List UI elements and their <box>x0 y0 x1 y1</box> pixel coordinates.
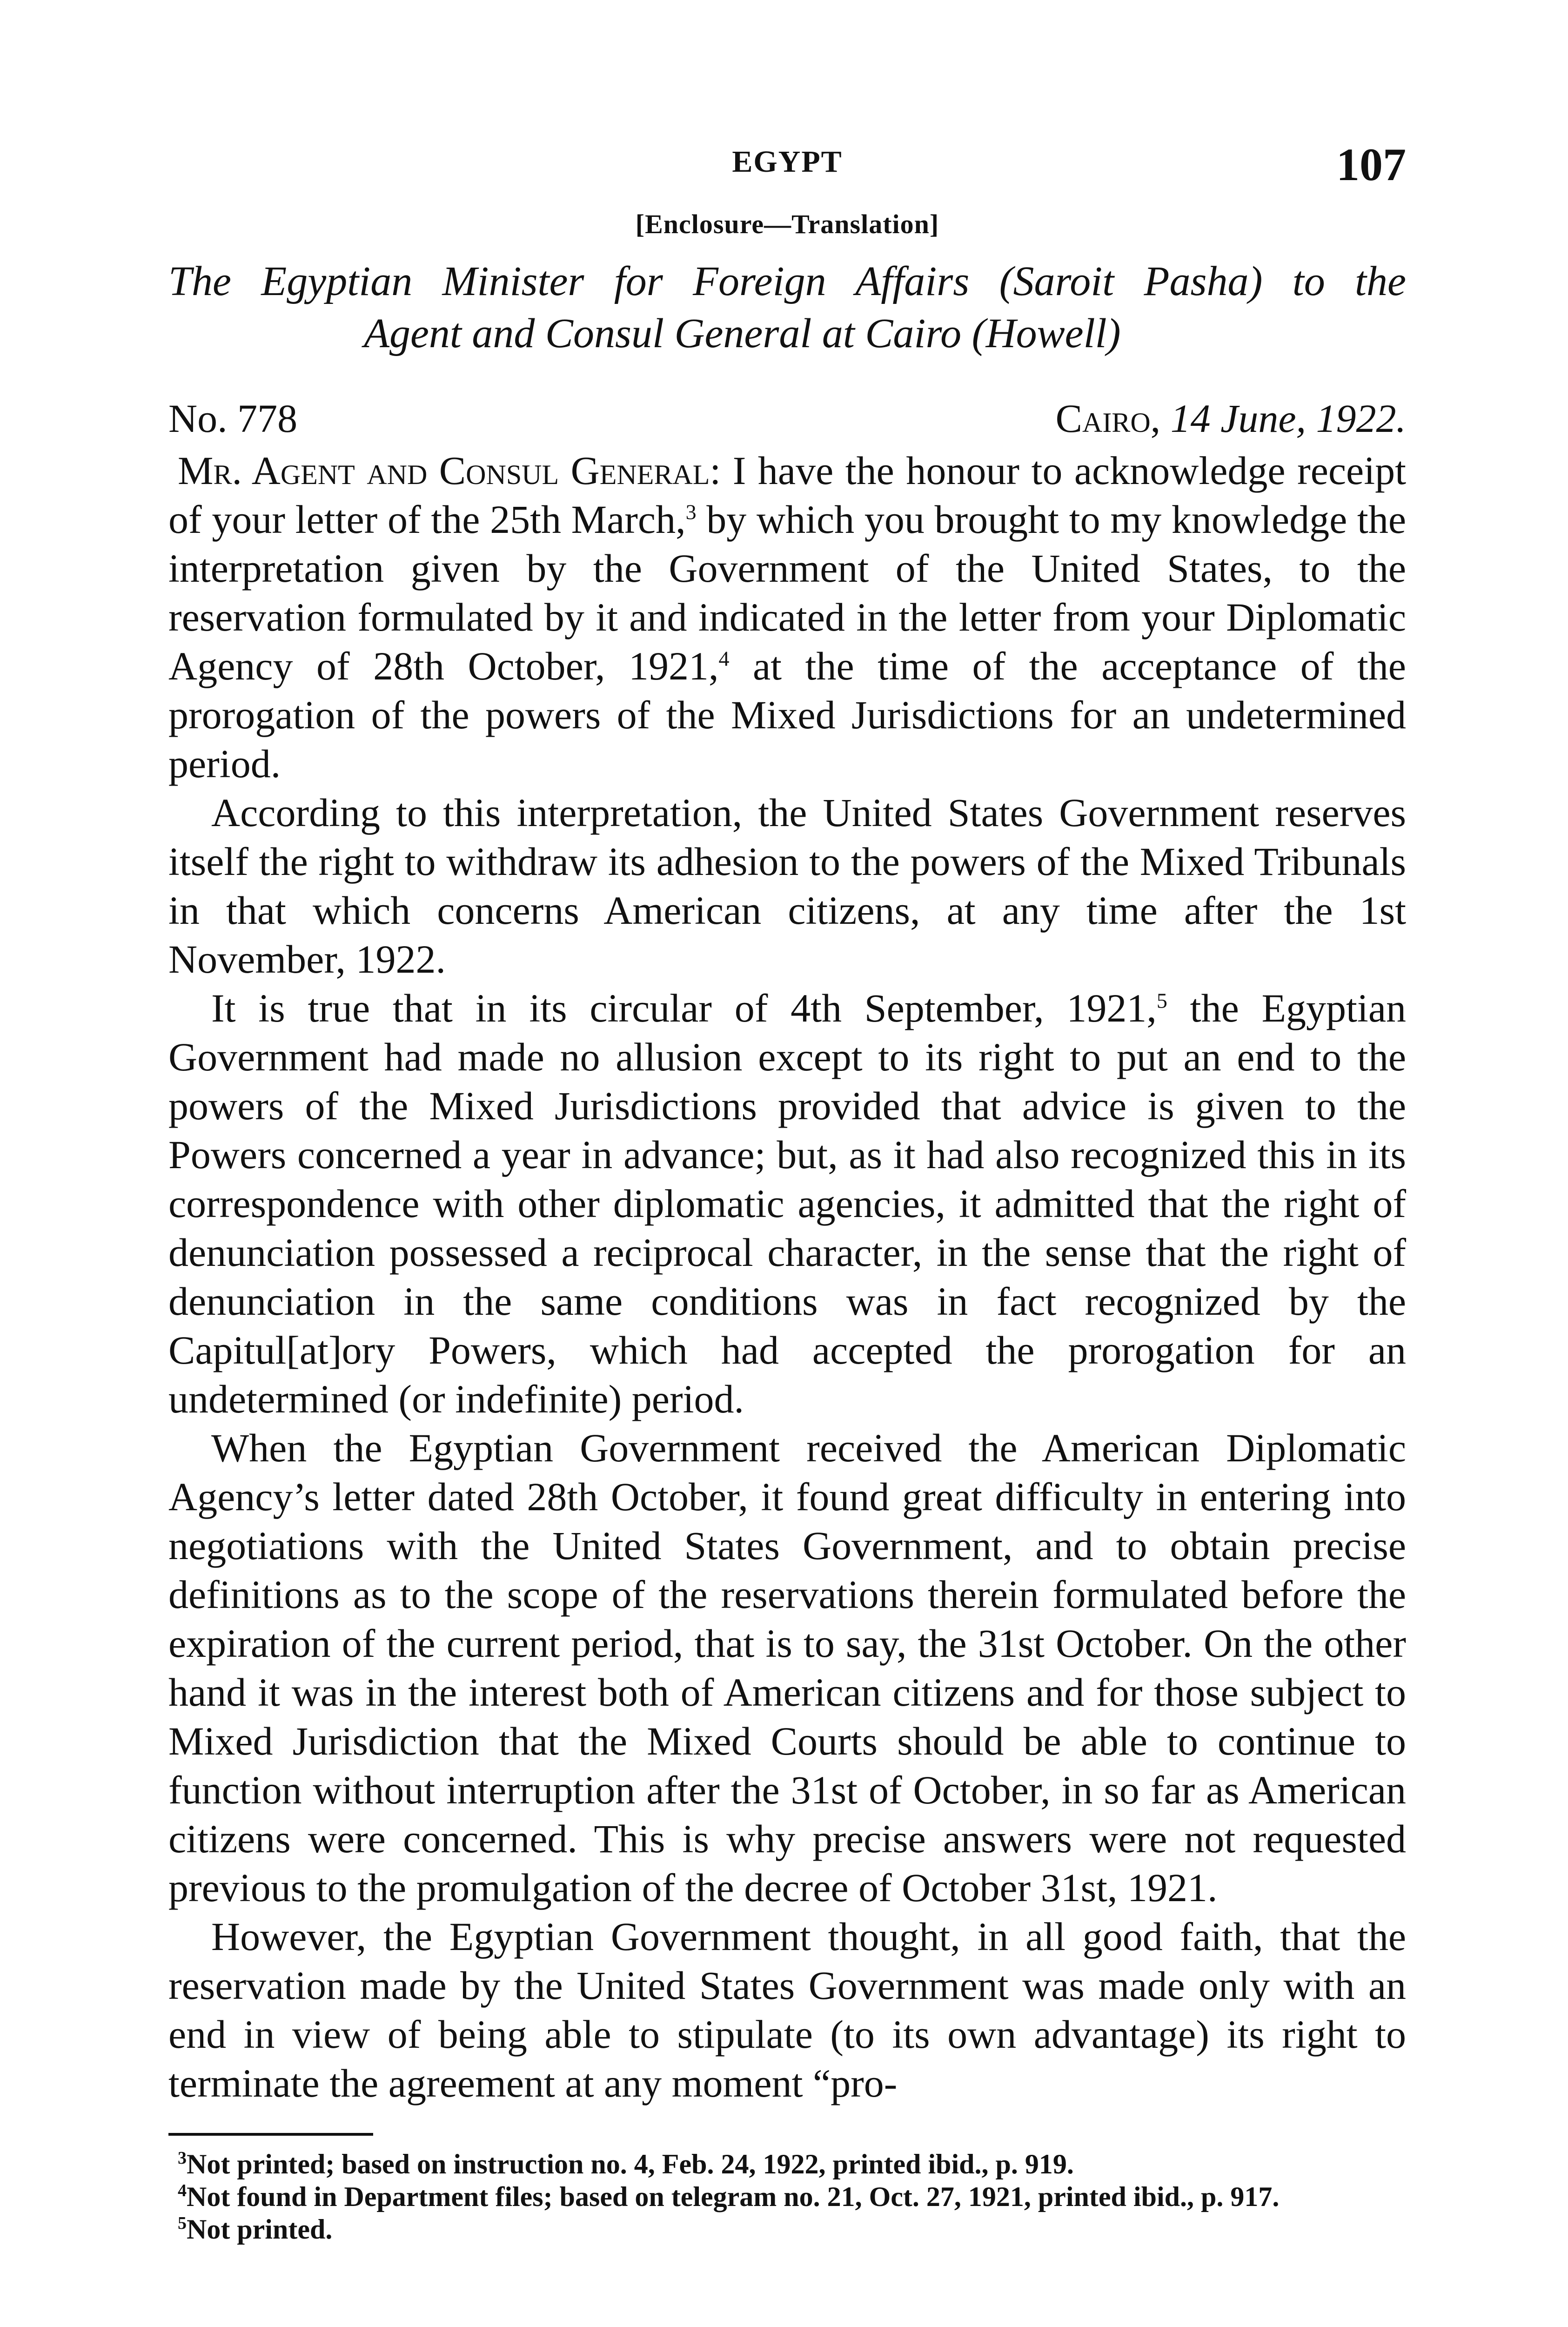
running-head <box>168 140 1406 191</box>
document-number: No. 778 <box>168 396 298 441</box>
document-title <box>168 256 1406 360</box>
paragraph-1-part-a: I have the honour to acknowledge receipt of your letter of the 25th March, <box>168 448 1406 542</box>
footnote-ref-4: 4 <box>718 646 730 671</box>
paragraph-1-part-c: at the time of the acceptance of the prorogation of the powers of the Mixed Jurisdictions for an undetermined period. <box>168 644 1406 786</box>
footnote-mark: 5 <box>178 2213 187 2233</box>
document-title-line-1: The Egyptian Minister for Foreign Affairs (Saroit Pasha) to the <box>168 258 1406 304</box>
footnote-divider <box>168 2133 373 2136</box>
paragraph-3 <box>168 984 1406 1424</box>
enclosure-label: [Enclosure—Translation] <box>635 209 939 239</box>
footnote-ref-3: 3 <box>685 500 697 524</box>
footnote <box>168 2148 1406 2180</box>
footnote <box>168 2213 1406 2246</box>
paragraph-4: When the Egyptian Government received the American Diplomatic Agency’s letter dated 28th October, it found great difficulty in entering into negotiations with the United States Government, and to obtain precise definitions as to the scope of the reservations therein formulated before the expiration of the current period, that is to say, the 31st October. On the other hand it was in the interest both of American citizens and for those subject to Mixed Jurisdiction that the Mixed Courts should be able to continue to function without interruption after the 31st of October, in so far as American citizens were concerned. This is why precise answers were not requested previous to the promulgation of the decree of October 31st, 1921. <box>168 1426 1406 1910</box>
footnote-text: Not found in Department files; based on telegram no. 21, Oct. 27, 1921, printed ibid., p. 917. <box>187 2181 1280 2212</box>
paragraph-3-part-b: the Egyptian Government had made no allusion except to its right to put an end to the powers of the Mixed Jurisdictions provided that advice is given to the Powers concerned a year in advance; but, as it had also recognized this in its correspondence with other diplomatic agencies, it admitted that the right of denunciation possessed a reciprocal character, in the sense that the right of denunciation in the same conditions was in fact recognized by the Capitul[at]ory Powers, which had accepted the prorogation for an undetermined (or indefinite) period. <box>168 986 1407 1421</box>
running-title: EGYPT <box>732 145 843 179</box>
document-page <box>168 140 1406 2246</box>
paragraph-1 <box>168 446 1406 788</box>
page-number: 107 <box>1336 139 1406 190</box>
paragraph-3-part-a: It is true that in its circular of 4th September, 1921, <box>211 986 1157 1030</box>
document-meta <box>168 392 1406 444</box>
letter-body <box>168 446 1406 2108</box>
footnotes <box>168 2148 1406 2246</box>
salutation: Mr. Agent and Consul General: <box>178 448 721 493</box>
footnote-ref-5: 5 <box>1156 989 1167 1013</box>
place-date <box>1056 392 1406 444</box>
document-date: 14 June, 1922. <box>1170 396 1406 441</box>
footnote-text: Not printed. <box>187 2214 333 2245</box>
paragraph-2: According to this interpretation, the United States Government reserves itself the right to withdraw its adhesion to the powers of the Mixed Tribunals in that which concerns American citizens, at any time after the 1st November, 1922. <box>168 790 1406 982</box>
footnote-text: Not printed; based on instruction no. 4, Feb. 24, 1922, printed ibid., p. 919. <box>187 2149 1074 2179</box>
document-place: Cairo, <box>1055 396 1161 441</box>
paragraph-5: However, the Egyptian Government thought, in all good faith, that the reservation made by the United States Government was made only with an end in view of being able to stipulate (to its own advantage) its right to terminate the agreement at any moment “pro- <box>168 1914 1406 2105</box>
footnote-mark: 3 <box>178 2148 187 2168</box>
footnote-mark: 4 <box>178 2181 187 2200</box>
document-title-line-2: Agent and Consul General at Cairo (Howell) <box>364 310 1121 356</box>
paragraph-1-part-b: by which you brought to my knowledge the interpretation given by the Government of the United States, to the reservation formulated by it and indicated in the letter from your Diplomatic Agency of 28th October, 1921, <box>168 497 1406 688</box>
footnote <box>168 2180 1406 2213</box>
